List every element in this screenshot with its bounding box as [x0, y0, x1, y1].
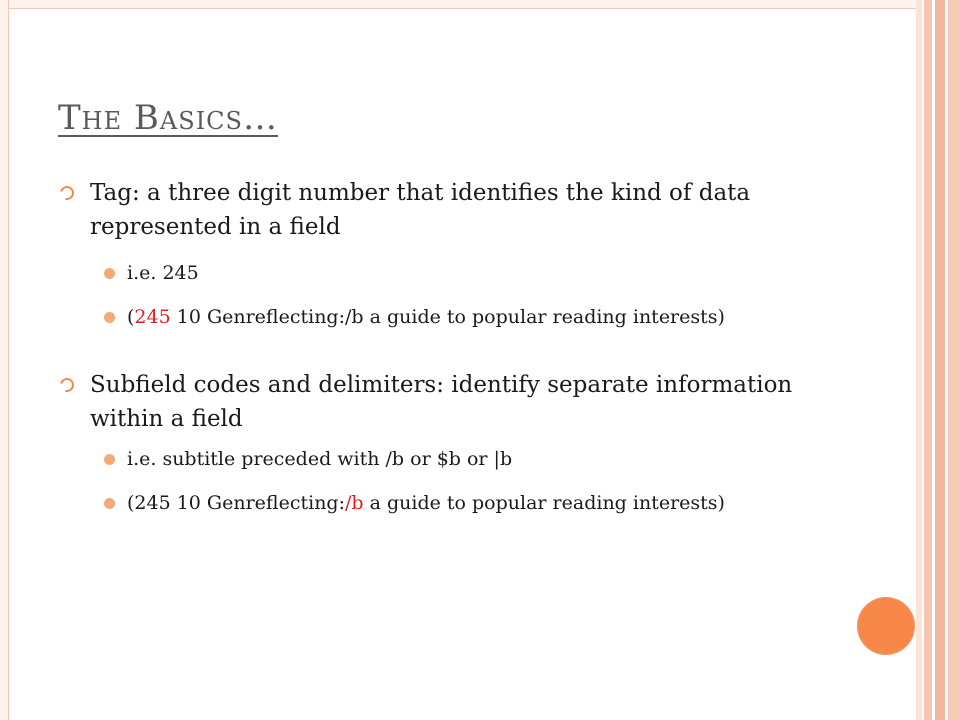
- frame-top-border: [0, 0, 920, 9]
- sub-bullet: [60, 444, 840, 474]
- example-rest: 10 Genreflecting:/b a guide to popular reading interests): [170, 306, 725, 328]
- example-prefix: (: [127, 306, 135, 328]
- bullet-subfield: [60, 368, 840, 436]
- decorative-stripes: [916, 0, 960, 720]
- example-prefix: (245 10 Genreflecting:: [127, 492, 345, 514]
- frame-left-border: [0, 0, 9, 720]
- example-highlight: 245: [134, 306, 171, 328]
- bullet-ring-icon: [57, 183, 76, 202]
- slide-content: [60, 176, 840, 518]
- bullet-text: Tag: a three digit number that identifies the kind of data represented in a field: [90, 180, 751, 240]
- sub-bullet-example: [60, 488, 840, 518]
- bullet-dot-icon: [104, 498, 115, 509]
- example-highlight: /b: [345, 492, 364, 514]
- sub-bullet: [60, 258, 840, 288]
- bullet-text: Subfield codes and delimiters: identify separate information within a field: [90, 372, 793, 432]
- example-rest: a guide to popular reading interests): [363, 492, 725, 514]
- orange-circle-decoration: [857, 597, 915, 655]
- slide-title: The Basics…: [58, 98, 278, 138]
- bullet-dot-icon: [104, 454, 115, 465]
- sub-bullet-text: i.e. 245: [127, 262, 199, 284]
- bullet-dot-icon: [104, 268, 115, 279]
- bullet-dot-icon: [104, 312, 115, 323]
- sub-bullet-example: [60, 302, 840, 332]
- sub-bullet-text: i.e. subtitle preceded with /b or $b or |b: [127, 448, 513, 470]
- bullet-tag: [60, 176, 840, 244]
- bullet-ring-icon: [57, 375, 76, 394]
